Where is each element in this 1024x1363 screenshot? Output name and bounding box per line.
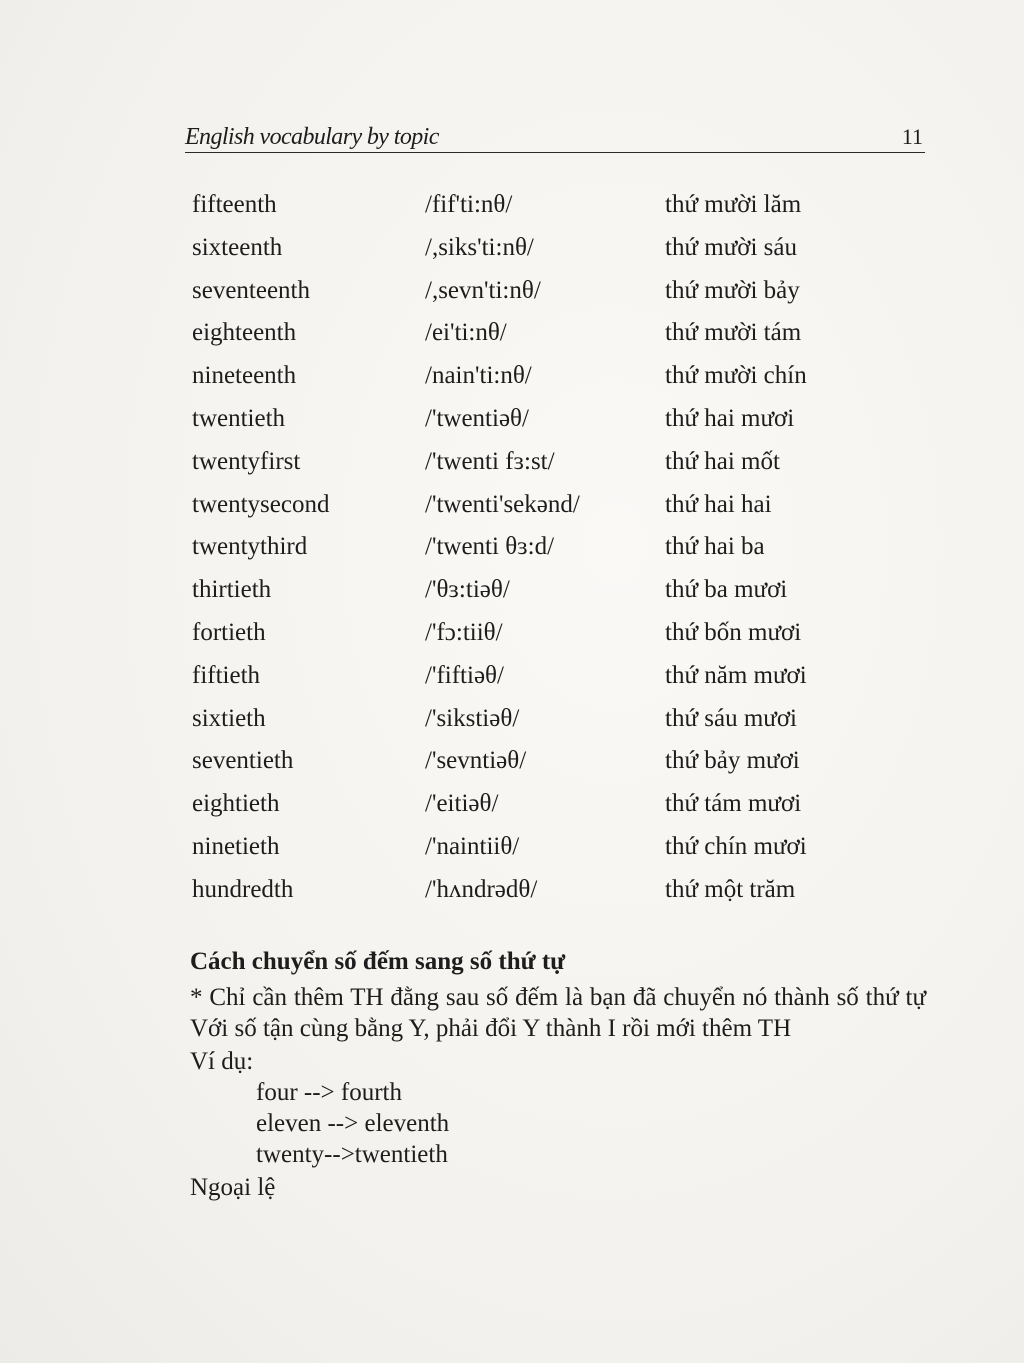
vocab-word: twentyfirst [192, 447, 301, 475]
vocab-pronunciation: /,siks'ti:nθ/ [425, 233, 534, 261]
vocab-meaning: thứ mười chín [665, 362, 807, 390]
vocab-meaning: thứ tám mươi [665, 790, 802, 818]
vocab-pronunciation: /nain'ti:nθ/ [425, 362, 532, 390]
vocab-pronunciation: /fif'ti:nθ/ [425, 191, 513, 218]
vocab-pronunciation: /'θɜ:tiəθ/ [425, 576, 510, 604]
vocab-word: twentysecond [192, 490, 330, 518]
vocab-word: ninetieth [192, 832, 280, 860]
vocab-pronunciation: /'naintiiθ/ [425, 832, 520, 860]
vocab-word: nineteenth [192, 362, 297, 390]
vocab-word: twentieth [192, 404, 286, 432]
vocab-word: sixtieth [192, 704, 266, 732]
vocab-meaning: thứ mười lăm [665, 191, 802, 218]
vocab-meaning: thứ mười sáu [665, 233, 797, 261]
vocab-meaning: thứ sáu mươi [665, 704, 797, 732]
vocab-pronunciation: /'fɔ:tiiθ/ [425, 618, 503, 646]
vocab-pronunciation: /'twenti fɜ:st/ [425, 447, 555, 475]
vocab-word: fifteenth [192, 191, 277, 218]
vocab-pronunciation: /'twenti θɜ:d/ [425, 533, 555, 561]
exceptions-label: Ngoại lệ [190, 1174, 276, 1201]
vocab-meaning: thứ hai mươi [665, 404, 795, 432]
example-item: twenty-->twentieth [256, 1141, 448, 1168]
section-paragraph: * Chỉ cần thêm TH đằng sau số đếm là bạn đã chuyển nó thành số thứ tự Với số tận cùng bằng Y, phải đổi Y thành I rồi mới thêm TH [190, 984, 926, 1042]
example-list [190, 1077, 926, 1170]
vocab-word: fiftieth [192, 661, 261, 689]
page-header [185, 124, 925, 153]
conversion-section [190, 942, 926, 1203]
vocab-word: fortieth [192, 618, 266, 646]
vocab-word: seventeenth [192, 276, 311, 304]
vocab-pronunciation: /,sevn'ti:nθ/ [425, 276, 541, 304]
vocab-word: sixteenth [192, 233, 283, 261]
vocab-pronunciation: /'twentiəθ/ [425, 404, 529, 432]
example-item: eleven --> eleventh [256, 1110, 450, 1137]
section-heading: Cách chuyển số đếm sang số thứ tự [190, 948, 566, 975]
vocab-pronunciation: /'twenti'sekənd/ [425, 490, 580, 518]
example-item: four --> fourth [256, 1079, 402, 1106]
example-label: Ví dụ: [190, 1048, 254, 1075]
vocab-pronunciation: /'eitiəθ/ [425, 790, 499, 818]
vocab-meaning: thứ hai hai [665, 490, 772, 518]
running-title: English vocabulary by topic [185, 124, 439, 150]
vocab-meaning: thứ mười bảy [665, 276, 800, 304]
vocab-pronunciation: /ei'ti:nθ/ [425, 319, 507, 347]
vocab-pronunciation: /'sikstiəθ/ [425, 704, 520, 732]
vocab-meaning: thứ một trăm [665, 875, 796, 903]
vocab-meaning: thứ năm mươi [665, 661, 807, 689]
vocab-pronunciation: /'sevntiəθ/ [425, 747, 527, 775]
vocab-meaning: thứ hai ba [665, 533, 765, 561]
vocab-meaning: thứ mười tám [665, 319, 802, 347]
vocab-word: thirtieth [192, 576, 272, 604]
vocab-meaning: thứ ba mươi [665, 576, 788, 604]
vocab-meaning: thứ hai mốt [665, 447, 780, 475]
vocab-meaning: thứ chín mươi [665, 832, 807, 860]
vocab-word: eightieth [192, 790, 280, 818]
vocab-pronunciation: /'hʌndrədθ/ [425, 875, 538, 903]
vocab-meaning: thứ bốn mươi [665, 618, 802, 646]
vocab-word: seventieth [192, 747, 294, 775]
page-number: 11 [901, 124, 923, 149]
vocab-word: eighteenth [192, 319, 297, 347]
vocab-meaning: thứ bảy mươi [665, 747, 800, 775]
vocab-word: hundredth [192, 875, 294, 903]
vocab-pronunciation: /'fiftiəθ/ [425, 661, 504, 689]
vocab-word: twentythird [192, 533, 308, 561]
